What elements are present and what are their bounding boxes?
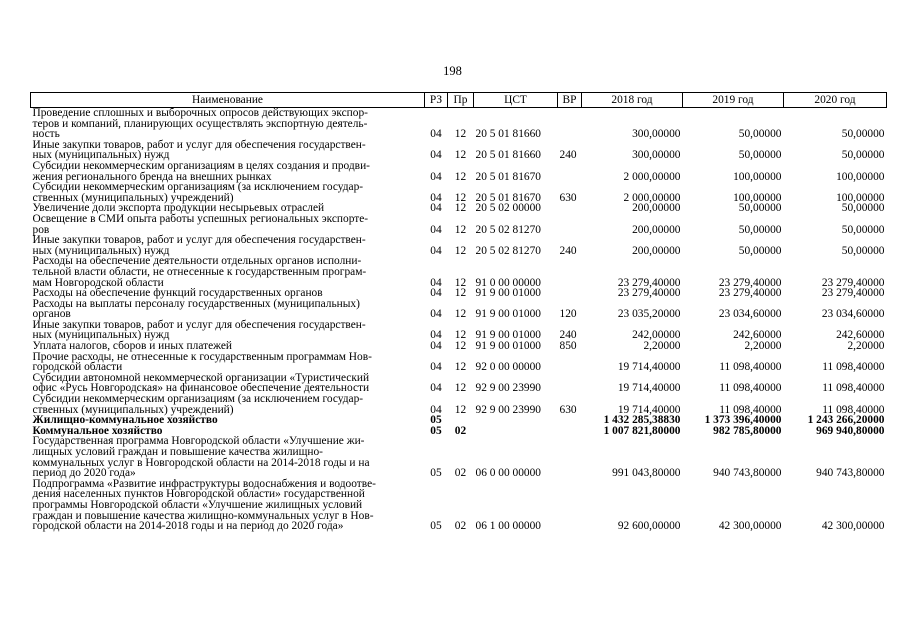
header-rz: РЗ	[425, 93, 448, 108]
cell-pr: 12	[454, 361, 467, 374]
cell-name: Прочие расходы, не отнесенные к государственным программам Нов- городской области	[32, 350, 372, 374]
cell-2019: 1 373 396,40000	[704, 414, 782, 427]
cell-name: Субсидии некоммерческим организациям в целях создания и продви- жения регионального бренда на внешних рынках	[32, 159, 370, 183]
table-row	[31, 352, 887, 373]
cell-2020: 242,60000	[836, 329, 885, 342]
cell-2019: 11 098,40000	[719, 403, 782, 416]
cell-2020: 50,00000	[841, 128, 885, 141]
cell-2018: 19 714,40000	[617, 403, 681, 416]
cell-cst	[474, 415, 558, 426]
table-row	[31, 108, 887, 140]
cell-vr: 630	[559, 191, 577, 204]
cell-pr: 12	[454, 403, 467, 416]
cell-2020: 23 034,60000	[821, 308, 885, 321]
cell-2018: 200,00000	[632, 202, 681, 215]
cell-pr: 12	[454, 149, 467, 162]
cell-cst: 20 5 02 00000	[475, 202, 541, 215]
cell-vr	[558, 415, 582, 426]
cell-name: Уплата налогов, сборов и иных платежей	[32, 340, 232, 353]
cell-rz: 04	[430, 223, 442, 236]
cell-pr: 02	[454, 520, 467, 533]
cell-2020: 100,00000	[836, 191, 885, 204]
table-row	[31, 214, 887, 235]
cell-2019: 982 785,80000	[713, 424, 782, 437]
cell-cst: 20 5 01 81660	[475, 149, 541, 162]
cell-pr: 12	[454, 191, 467, 204]
table-header-row	[31, 93, 887, 108]
table-row	[31, 479, 887, 532]
cell-rz: 04	[430, 202, 442, 215]
cell-2018: 242,00000	[632, 329, 681, 342]
cell-cst: 20 5 01 81670	[475, 170, 541, 183]
cell-pr: 12	[454, 128, 467, 141]
cell-2019: 100,00000	[733, 191, 782, 204]
cell-pr: 12	[454, 223, 467, 236]
cell-2019: 50,00000	[738, 149, 782, 162]
cell-2018: 92 600,00000	[617, 520, 681, 533]
cell-2020: 50,00000	[841, 202, 885, 215]
cell-vr	[558, 373, 582, 394]
cell-name: Расходы на обеспечение деятельности отдельных органов исполни- тельной власти области, не отнесенные к государственным програм- мам Новгородской области	[32, 255, 367, 289]
cell-2018: 23 279,40000	[617, 287, 681, 300]
cell-2018: 200,00000	[632, 244, 681, 257]
table-row	[31, 373, 887, 394]
table-row	[31, 436, 887, 478]
cell-vr: 850	[559, 340, 577, 353]
cell-rz: 04	[430, 287, 442, 300]
cell-pr: 12	[454, 308, 467, 321]
cell-cst: 20 5 02 81270	[475, 244, 541, 257]
cell-rz: 05	[430, 520, 442, 533]
cell-pr: 12	[454, 340, 467, 353]
cell-name: Субсидии некоммерческим организациям (за исключением государ- ственных (муниципальных) учреждений)	[32, 181, 364, 204]
cell-rz: 04	[430, 329, 442, 342]
cell-name: Иные закупки товаров, работ и услуг для обеспечения государствен- ных (муниципальных) нужд	[32, 318, 366, 342]
cell-2018: 1 007 821,80000	[603, 424, 681, 437]
cell-rz: 04	[430, 128, 442, 141]
cell-cst: 91 0 00 00000	[475, 276, 541, 289]
cell-name: Иные закупки товаров, работ и услуг для обеспечения государствен- ных (муниципальных) нужд	[32, 138, 366, 162]
cell-2018: 300,00000	[632, 149, 681, 162]
cell-vr	[558, 161, 582, 182]
cell-2020: 100,00000	[836, 170, 885, 183]
cell-vr	[558, 426, 582, 437]
budget-table	[30, 92, 887, 532]
table-row	[31, 140, 887, 161]
cell-rz: 04	[430, 244, 442, 257]
cell-2020: 1 243 266,20000	[807, 414, 885, 427]
cell-vr	[558, 214, 582, 235]
cell-2019: 23 279,40000	[718, 276, 782, 289]
cell-cst: 20 5 02 81270	[475, 223, 541, 236]
table-row	[31, 256, 887, 288]
cell-cst: 92 0 00 00000	[475, 361, 541, 374]
cell-2020: 11 098,40000	[822, 403, 885, 416]
cell-rz: 04	[430, 403, 442, 416]
cell-cst	[474, 426, 558, 437]
table-row	[31, 299, 887, 320]
cell-2019: 23 034,60000	[718, 308, 782, 321]
cell-pr: 02	[454, 424, 467, 437]
cell-cst: 06 0 00 00000	[475, 467, 541, 480]
cell-cst: 92 9 00 23990	[475, 403, 541, 416]
cell-2020: 11 098,40000	[822, 361, 885, 374]
cell-2020: 23 279,40000	[821, 276, 885, 289]
cell-2019: 2,20000	[744, 340, 782, 353]
cell-2020: 50,00000	[841, 223, 885, 236]
cell-cst: 92 9 00 23990	[475, 382, 541, 395]
table-body	[31, 108, 887, 532]
cell-2019: 242,60000	[733, 329, 782, 342]
cell-2018: 2 000,00000	[623, 191, 681, 204]
cell-rz: 04	[430, 276, 442, 289]
cell-name: Расходы на выплаты персоналу государственных (муниципальных) органов	[32, 297, 360, 321]
cell-2018: 19 714,40000	[617, 382, 681, 395]
cell-vr	[558, 203, 582, 214]
cell-name: Подпрограмма «Развитие инфраструктуры водоснабжения и водоотве- дения населенных пунктов Новгородской области» государственной программы Новгородской области «Улучшение жилищных условий граждан и повышение качества жилищно-коммунальных услуг в Нов- городской области на 2014-2018 годы и на период до 2020 года»	[32, 477, 376, 533]
table-row	[31, 235, 887, 256]
cell-pr: 12	[454, 170, 467, 183]
cell-2018: 19 714,40000	[617, 361, 681, 374]
cell-2019: 50,00000	[738, 128, 782, 141]
cell-2020: 969 940,80000	[816, 424, 885, 437]
cell-pr: 02	[454, 467, 467, 480]
cell-2018: 991 043,80000	[612, 467, 681, 480]
cell-2018: 23 035,20000	[617, 308, 681, 321]
cell-cst: 91 9 00 01000	[475, 329, 541, 342]
cell-rz: 04	[430, 170, 442, 183]
cell-cst: 06 1 00 00000	[475, 520, 541, 533]
cell-2018: 1 432 285,38830	[603, 414, 681, 427]
cell-rz: 05	[430, 467, 442, 480]
cell-2020: 50,00000	[841, 244, 885, 257]
cell-vr	[558, 479, 582, 532]
cell-cst: 91 9 00 01000	[475, 308, 541, 321]
header-2019: 2019 год	[683, 93, 784, 108]
cell-vr	[558, 436, 582, 478]
cell-rz: 04	[430, 340, 442, 353]
cell-2019: 50,00000	[738, 202, 782, 215]
cell-cst: 20 5 01 81660	[475, 128, 541, 141]
cell-pr: 12	[454, 329, 467, 342]
cell-pr: 12	[454, 244, 467, 257]
cell-name: Жилищно-коммунальное хозяйство	[32, 414, 218, 427]
cell-vr	[558, 108, 582, 140]
cell-name: Увеличение доли экспорта продукции несырьевых отраслей	[32, 202, 325, 215]
cell-2020: 940 743,80000	[816, 467, 885, 480]
table-row	[31, 394, 887, 415]
cell-vr	[558, 256, 582, 288]
cell-2020: 23 279,40000	[821, 287, 885, 300]
cell-rz: 04	[430, 149, 442, 162]
cell-vr: 240	[559, 149, 577, 162]
cell-2019: 11 098,40000	[719, 382, 782, 395]
cell-name: Субсидии некоммерческим организациям (за исключением государ- ственных (муниципальных) учреждений)	[32, 393, 364, 416]
cell-name: Коммунальное хозяйство	[32, 424, 163, 437]
table-row	[31, 320, 887, 341]
cell-2020: 50,00000	[841, 149, 885, 162]
cell-name: Субсидии автономной некоммерческой организации «Туристический офис «Русь Новгородская» на финансовое обеспечение деятельности	[32, 371, 370, 395]
header-pr: Пр	[448, 93, 474, 108]
cell-rz: 04	[430, 361, 442, 374]
header-vr: ВР	[558, 93, 582, 108]
header-2020: 2020 год	[784, 93, 887, 108]
cell-name: Освещение в СМИ опыта работы успешных региональных экспорте- ров	[32, 212, 369, 236]
cell-2019: 42 300,00000	[718, 520, 782, 533]
cell-vr: 120	[559, 308, 577, 321]
cell-pr: 12	[454, 276, 467, 289]
cell-2020: 2,20000	[847, 340, 885, 353]
cell-cst: 91 9 00 01000	[475, 287, 541, 300]
cell-2019: 940 743,80000	[713, 467, 782, 480]
cell-vr: 240	[559, 329, 577, 342]
cell-2019: 11 098,40000	[719, 361, 782, 374]
cell-vr	[558, 352, 582, 373]
cell-cst: 91 9 00 01000	[475, 340, 541, 353]
header-cst: ЦСТ	[474, 93, 558, 108]
table-row	[31, 182, 887, 203]
header-name: Наименование	[31, 93, 425, 108]
cell-2019: 50,00000	[738, 223, 782, 236]
cell-rz: 04	[430, 191, 442, 204]
cell-name: Расходы на обеспечение функций государственных органов	[32, 287, 323, 300]
cell-name: Проведение сплошных и выборочных опросов действующих экспор- теров и компаний, планирующих осуществлять экспортную деятель- ность	[32, 107, 368, 141]
cell-vr: 240	[559, 244, 577, 257]
cell-rz: 05	[430, 414, 442, 427]
cell-pr: 12	[454, 202, 467, 215]
cell-2019: 50,00000	[738, 244, 782, 257]
cell-rz: 05	[430, 424, 442, 437]
cell-2018: 200,00000	[632, 223, 681, 236]
cell-2019: 23 279,40000	[718, 287, 782, 300]
cell-2019: 100,00000	[733, 170, 782, 183]
cell-2018: 300,00000	[632, 128, 681, 141]
cell-name: Иные закупки товаров, работ и услуг для обеспечения государствен- ных (муниципальных) нужд	[32, 234, 366, 257]
cell-vr	[558, 288, 582, 299]
table-row	[31, 161, 887, 182]
cell-name: Государственная программа Новгородской области «Улучшение жи- лищных условий граждан и повышение качества жилищно- коммунальных услуг в Новгородской области на 2014-2018 годы и на период до 2020 года»	[32, 435, 370, 480]
header-2018: 2018 год	[582, 93, 683, 108]
cell-pr: 12	[454, 287, 467, 300]
cell-2018: 23 279,40000	[617, 276, 681, 289]
cell-rz: 04	[430, 382, 442, 395]
cell-rz: 04	[430, 308, 442, 321]
cell-2018: 2 000,00000	[623, 170, 681, 183]
cell-2020: 42 300,00000	[821, 520, 885, 533]
cell-2018: 2,20000	[643, 340, 681, 353]
page-number: 198	[443, 64, 462, 78]
cell-vr: 630	[559, 403, 577, 416]
cell-cst: 20 5 01 81670	[475, 191, 541, 204]
cell-pr: 12	[454, 382, 467, 395]
cell-2020: 11 098,40000	[822, 382, 885, 395]
